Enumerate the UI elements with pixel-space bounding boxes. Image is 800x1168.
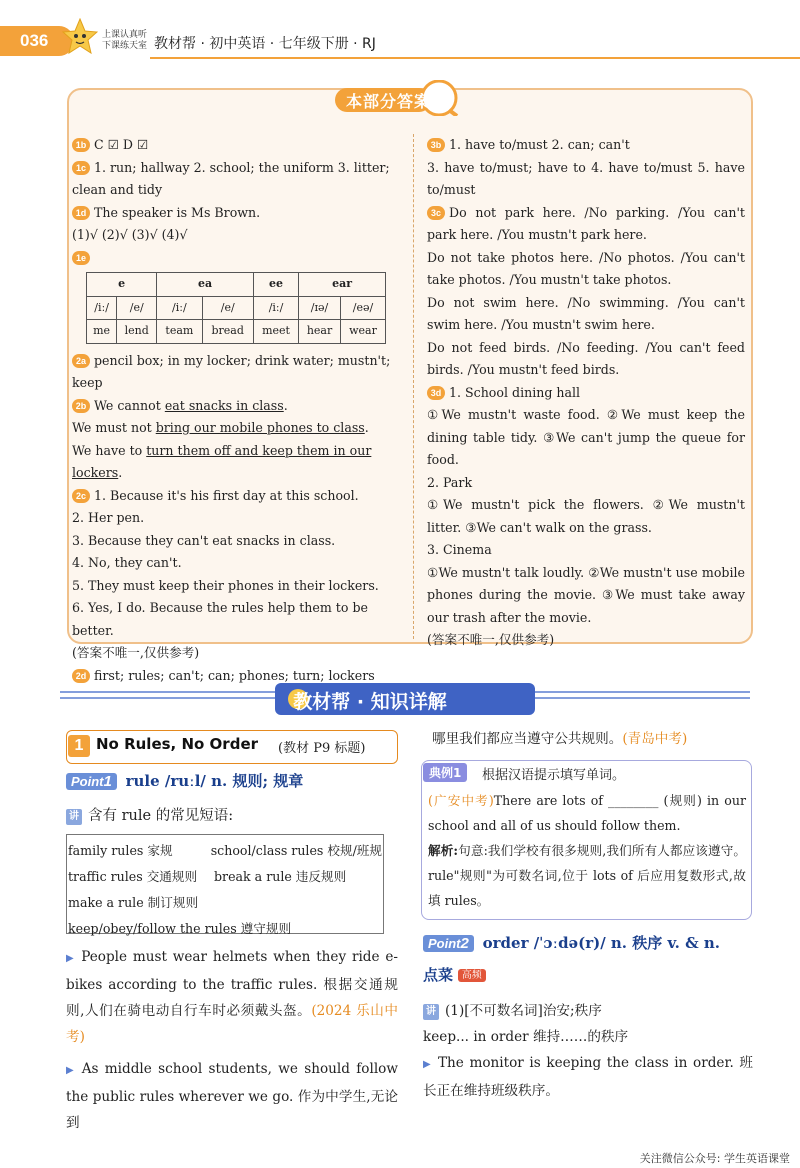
table-header-cell: ear bbox=[299, 273, 386, 297]
answer-text: . bbox=[118, 465, 123, 480]
phrase-row bbox=[68, 916, 382, 942]
example-2-cont-text: 哪里我们都应当遵守公共规则。 bbox=[432, 731, 623, 747]
answer-line bbox=[72, 507, 406, 530]
column-divider bbox=[413, 134, 414, 639]
slogan-line: 上课认真听 bbox=[102, 30, 148, 40]
answer-tag: 3d bbox=[427, 386, 445, 400]
phrase-list bbox=[68, 838, 382, 942]
answer-text: 1. have to/must 2. can; can't bbox=[449, 137, 630, 152]
frequency-badge: 高频 bbox=[458, 969, 486, 982]
answer-right-column bbox=[427, 134, 745, 652]
point-badge bbox=[423, 935, 474, 952]
answer-text: Do not feed birds. /No feeding. /You can't feed birds. /You mustn't feed birds. bbox=[427, 339, 745, 377]
answer-text: We have to bbox=[72, 442, 147, 458]
star-mascot-icon bbox=[62, 18, 98, 58]
answer-text: . bbox=[283, 397, 288, 413]
table-header-cell: ee bbox=[253, 273, 298, 297]
answer-text: 1. School dining hall bbox=[449, 384, 581, 400]
phrase-item: family rules 家规 bbox=[68, 843, 173, 858]
point1-intro-line bbox=[66, 804, 233, 825]
underlined-answer: bring our mobile phones to class bbox=[155, 420, 365, 435]
table-cell: /ɪə/ bbox=[299, 296, 341, 320]
jiang-icon: 讲 bbox=[423, 1004, 439, 1020]
phrase-row bbox=[68, 838, 382, 864]
table-cell: /e/ bbox=[202, 296, 253, 320]
footer-note: 关注微信公众号: 学生英语课堂 bbox=[639, 1152, 790, 1165]
answer-text: pencil box; in my locker; drink water; mustn't; keep bbox=[72, 352, 391, 390]
answer-line bbox=[427, 202, 745, 247]
phrase-item: make a rule 制订规则 bbox=[68, 895, 199, 910]
point1-heading bbox=[66, 770, 303, 791]
answer-line bbox=[427, 629, 745, 652]
phonics-table bbox=[86, 272, 386, 344]
table-cell: team bbox=[157, 320, 202, 344]
answer-line bbox=[427, 337, 745, 382]
answer-line bbox=[72, 417, 406, 440]
answer-text: Do not park here. /No parking. /You can't park here. /You mustn't park here. bbox=[427, 204, 745, 242]
answer-text: The speaker is Ms Brown. bbox=[94, 204, 261, 220]
answer-tag: 2d bbox=[72, 669, 90, 683]
answer-text: ①We mustn't talk loudly. ②We mustn't use mobile phones during the movie. ③We must take away our trash after the movie. bbox=[427, 564, 745, 625]
point2-heading bbox=[423, 932, 753, 953]
answer-text: 1. run; hallway 2. school; the uniform 3. litter; clean and tidy bbox=[72, 159, 390, 197]
table-cell: meet bbox=[253, 320, 298, 344]
phrase-item: school/class rules 校规/班规 bbox=[210, 843, 382, 858]
header-rule bbox=[150, 57, 800, 59]
answer-tag: 1b bbox=[72, 138, 90, 152]
answer-text: (答案不唯一,仅供参考) bbox=[72, 645, 200, 660]
answer-line bbox=[427, 247, 745, 292]
point-number: 1 bbox=[103, 773, 112, 790]
table-cell: lend bbox=[117, 320, 157, 344]
table-cell: /iː/ bbox=[157, 296, 202, 320]
answer-text: 4. No, they can't. bbox=[72, 555, 182, 570]
answer-text: We must not bbox=[72, 420, 156, 435]
point-number: 2 bbox=[460, 935, 469, 952]
table-cell: /eə/ bbox=[340, 296, 385, 320]
answer-line bbox=[72, 157, 406, 202]
answer-line bbox=[427, 539, 745, 562]
table-cell: /e/ bbox=[117, 296, 157, 320]
table-cell: hear bbox=[299, 320, 341, 344]
answer-line bbox=[427, 382, 745, 405]
answer-line bbox=[72, 224, 406, 247]
answer-line bbox=[72, 440, 406, 485]
answer-line bbox=[72, 247, 406, 270]
answer-line bbox=[72, 597, 406, 642]
answer-text: 2. Her pen. bbox=[72, 510, 145, 525]
table-cell: bread bbox=[202, 320, 253, 344]
example-1-source: (2024 乐山中考) bbox=[66, 1003, 398, 1045]
answer-text: 3. Because they can't eat snacks in class. bbox=[72, 532, 336, 548]
phrase-item: traffic rules 交通规则 bbox=[68, 869, 198, 884]
answer-line bbox=[72, 575, 406, 598]
answer-text: . bbox=[364, 420, 369, 435]
answer-text: first; rules; can't; can; phones; turn; lockers bbox=[94, 667, 375, 683]
table-row bbox=[87, 320, 386, 344]
point2-body bbox=[423, 998, 753, 1104]
answer-line bbox=[427, 157, 745, 202]
answer-text: ①We mustn't pick the flowers. ②We mustn't litter. ③We can't walk on the grass. bbox=[427, 497, 745, 535]
point-badge-label: Point bbox=[71, 774, 104, 789]
answer-line bbox=[427, 134, 745, 157]
table-cell: wear bbox=[340, 320, 385, 344]
answer-line bbox=[72, 134, 406, 157]
answer-text: C ☑ D ☑ bbox=[94, 137, 149, 152]
banner-label: 本部分答案 bbox=[346, 92, 432, 111]
answer-tag: 3c bbox=[427, 206, 445, 220]
answer-text: We cannot bbox=[94, 397, 165, 413]
point2-line: keep... in order 维持……的秩序 bbox=[423, 1029, 629, 1045]
point2-word: order /ˈɔːdə(r)/ n. 秩序 v. & n. bbox=[482, 934, 721, 952]
table-cell: /iː/ bbox=[253, 296, 298, 320]
answer-line bbox=[72, 530, 406, 553]
table-cell: me bbox=[87, 320, 117, 344]
point2-tag: 点菜 bbox=[423, 966, 454, 984]
book-title: 教材帮 · 初中英语 · 七年级下册 · RJ bbox=[154, 36, 376, 52]
example-1-text: People must wear helmets when they ride e-bikes according to the traffic rules. 根据交通规则,人们在骑电动自行车时必须戴头盔。 bbox=[66, 949, 398, 1019]
section-number: 1 bbox=[68, 735, 90, 757]
answer-text: 1. Because it's his first day at this school. bbox=[94, 487, 359, 503]
answer-line bbox=[72, 202, 406, 225]
table-cell: /iː/ bbox=[87, 296, 117, 320]
answer-tag: 2b bbox=[72, 399, 90, 413]
answer-tag: 1e bbox=[72, 251, 90, 265]
point2-tags bbox=[423, 964, 486, 985]
example-instruction: 根据汉语提示填写单词。 bbox=[482, 768, 626, 783]
answer-text: ①We mustn't waste food. ②We must keep the dining table tidy. ③We can't jump the queue for food. bbox=[427, 407, 745, 467]
slogan bbox=[102, 30, 147, 52]
answer-tag: 2c bbox=[72, 489, 90, 503]
example-source: (广安中考) bbox=[428, 793, 494, 808]
answer-line bbox=[72, 485, 406, 508]
answer-text: 6. Yes, I do. Because the rules help them to be better. bbox=[72, 600, 368, 638]
section-title: No Rules, No Order bbox=[96, 735, 259, 753]
example-2-text: As middle school students, we should follow the public rules wherever we go. 作为中学生,无论到 bbox=[66, 1061, 398, 1131]
answer-line bbox=[72, 642, 406, 665]
point-badge bbox=[66, 773, 117, 790]
knowledge-banner-title: 教材帮 · 知识详解 bbox=[293, 691, 447, 713]
answer-text: 3. Cinema bbox=[427, 542, 492, 557]
example-2-continuation bbox=[432, 726, 752, 752]
answer-tag: 3b bbox=[427, 138, 445, 152]
answer-text: (答案不唯一,仅供参考) bbox=[427, 632, 555, 647]
answer-line bbox=[72, 395, 406, 418]
point-badge-label: Point bbox=[428, 936, 461, 951]
example-sentence-1 bbox=[66, 944, 398, 1050]
example-body bbox=[428, 788, 746, 913]
bullet-icon: ▶ bbox=[66, 953, 76, 964]
point2-example: The monitor is keeping the class in order. 班长正在维持班级秩序。 bbox=[423, 1055, 753, 1099]
analysis-text: 句意:我们学校有很多规则,我们所有人都应该遵守。rule"规则"为可数名词,位于 lots of 后应用复数形式,故填 rules。 bbox=[428, 843, 746, 908]
underlined-answer: eat snacks in class bbox=[164, 397, 284, 413]
answer-left-column bbox=[72, 134, 406, 687]
answer-line bbox=[427, 562, 745, 630]
table-header-cell: e bbox=[87, 273, 157, 297]
answer-line bbox=[427, 472, 745, 495]
example-sentence-2 bbox=[66, 1056, 398, 1136]
point1-word: rule /ruːl/ n. 规则; 规章 bbox=[125, 772, 304, 790]
table-row bbox=[87, 296, 386, 320]
answer-text: 2. Park bbox=[427, 474, 473, 490]
page-header bbox=[0, 0, 800, 70]
answer-line bbox=[427, 494, 745, 539]
phrase-row bbox=[68, 890, 382, 916]
example-question: There are lots of ________ (规则) in our school and all of us should follow them. bbox=[428, 793, 746, 833]
section-source: (教材 P9 标题) bbox=[278, 741, 366, 756]
answer-tag: 1c bbox=[72, 161, 90, 175]
page-number: 036 bbox=[0, 26, 74, 56]
answer-text: (1)√ (2)√ (3)√ (4)√ bbox=[72, 227, 188, 242]
example-2-source: (青岛中考) bbox=[622, 731, 688, 747]
phrase-item: break a rule 违反规则 bbox=[214, 869, 347, 884]
answer-text: Do not swim here. /No swimming. /You can't swim here. /You mustn't swim here. bbox=[427, 294, 745, 332]
table-header-cell: ea bbox=[157, 273, 254, 297]
answer-line bbox=[427, 292, 745, 337]
point2-line: (1)[不可数名词]治安;秩序 bbox=[445, 1003, 602, 1019]
phrase-row bbox=[68, 864, 382, 890]
underlined-answer: turn them off and keep them in our lockers bbox=[72, 442, 372, 480]
answer-line bbox=[427, 404, 745, 472]
table-row bbox=[87, 273, 386, 297]
bullet-icon: ▶ bbox=[423, 1059, 432, 1070]
answer-line bbox=[72, 350, 406, 395]
answer-line bbox=[72, 552, 406, 575]
slogan-line: 下课练天室 bbox=[102, 41, 148, 51]
point1-intro: 含有 rule 的常见短语: bbox=[88, 808, 234, 824]
analysis-label: 解析: bbox=[428, 843, 459, 858]
answer-text: 5. They must keep their phones in their lockers. bbox=[72, 577, 379, 593]
phonics-table-wrap bbox=[72, 269, 406, 350]
answer-text: 3. have to/must; have to 4. have to/must 5. have to/must bbox=[427, 159, 745, 197]
phrase-item: keep/obey/follow the rules 遵守规则 bbox=[68, 921, 292, 936]
answer-text: Do not take photos here. /No photos. /You can't take photos. /You mustn't take photos. bbox=[427, 249, 745, 287]
jiang-icon: 讲 bbox=[66, 809, 82, 825]
answer-tag: 2a bbox=[72, 354, 90, 368]
answer-banner-text bbox=[346, 89, 431, 112]
example-badge: 典例1 bbox=[423, 763, 467, 782]
answer-tag: 1d bbox=[72, 206, 90, 220]
bullet-icon: ▶ bbox=[66, 1065, 76, 1076]
